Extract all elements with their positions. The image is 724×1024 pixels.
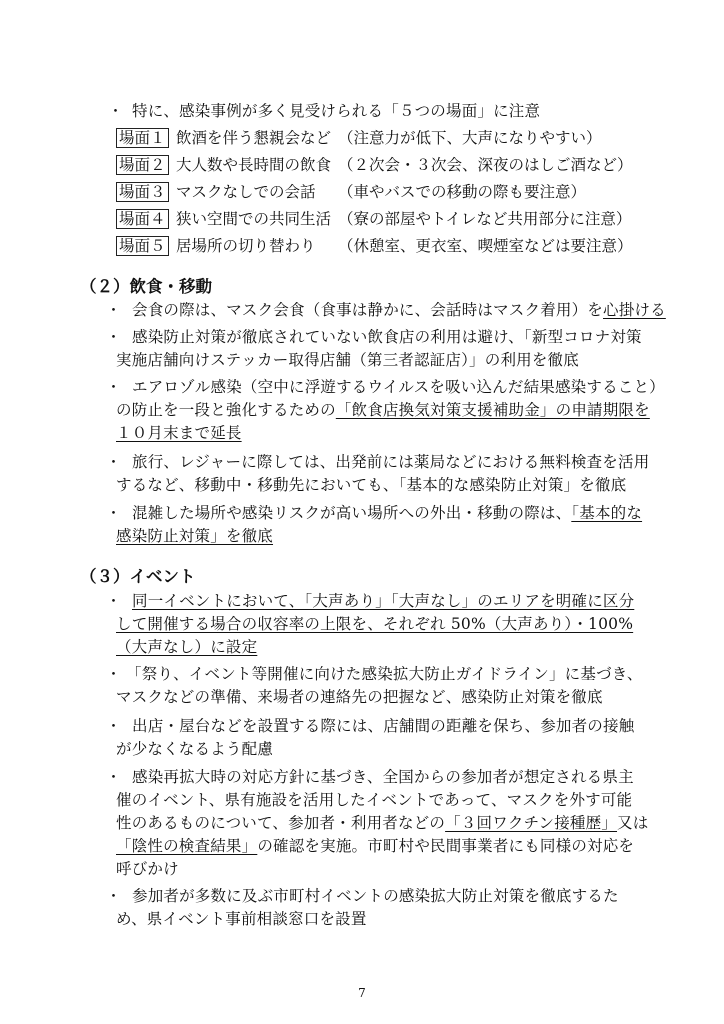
scene-note-5: （休憩室、更衣室、喫煙室などは要注意） [338, 237, 633, 255]
scene-note-2: （２次会・３次会、深夜のはしご酒など） [338, 156, 633, 174]
scene-label-3: 場面３ [116, 182, 169, 202]
scene-label-1: 場面１ [116, 128, 169, 148]
bullet-marker: ・ [106, 453, 122, 471]
intro-text: 特に、感染事例が多く見受けられる「５つの場面」に注意 [132, 102, 541, 120]
dining-bullet-3-line-2: の防止を一段と強化するための「飲食店換気対策支援補助金」の申請期限を [116, 401, 650, 419]
event-bullet-4-line-2: 催のイベント、県有施設を活用したイベントであって、マスクを外す可能 [116, 791, 633, 809]
dining-bullet-2-line-2: 実施店舗向けステッカー取得店舗（第三者認証店）」の利用を徹底 [116, 351, 579, 369]
scene-label-4: 場面４ [116, 209, 169, 229]
dining-bullet-4-line-2: するなど、移動中・移動先においても、「基本的な感染防止対策」を徹底 [116, 476, 627, 494]
dining-bullet-1: 会食の際は、マスク会食（食事は静かに、会話時はマスク着用）を心掛ける [132, 301, 666, 319]
bullet-marker: ・ [106, 717, 122, 735]
event-bullet-5-line-2: め、県イベント事前相談窓口を設置 [116, 910, 367, 928]
event-bullet-2-line-1: 「祭り、イベント等開催に向けた感染拡大防止ガイドライン」に基づき、 [126, 665, 643, 683]
dining-bullet-2-line-1: 感染防止対策が徹底されていない飲食店の利用は避け、「新型コロナ対策 [132, 328, 642, 346]
scene-place-1: 飲酒を伴う懇親会など [176, 129, 332, 147]
scene-label-5: 場面５ [116, 236, 169, 256]
event-bullet-4-line-1: 感染再拡大時の対応方針に基づき、全国からの参加者が想定される県主 [132, 768, 634, 786]
bullet-marker: ・ [106, 665, 122, 683]
event-bullet-2-line-2: マスクなどの準備、来場者の連絡先の把握など、感染防止対策を徹底 [116, 688, 603, 706]
bullet-marker: ・ [106, 378, 122, 396]
event-bullet-3-line-1: 出店・屋台などを設置する際には、店舗間の距離を保ち、参加者の接触 [132, 717, 635, 735]
scene-note-4: （寮の部屋やトイレなど共用部分に注意） [338, 210, 632, 228]
bullet-marker: ・ [106, 887, 122, 905]
scene-place-4: 狭い空間での共同生活 [176, 210, 332, 228]
scene-place-5: 居場所の切り替わり [176, 237, 316, 255]
scene-place-3: マスクなしでの会話 [176, 183, 316, 201]
scene-note-3: （車やバスでの移動の際も要注意） [338, 183, 587, 201]
scene-label-2: 場面２ [116, 155, 169, 175]
event-bullet-4-line-4: 「陰性の検査結果」の確認を実施。市町村や民間事業者にも同様の対応を [116, 837, 635, 855]
event-bullet-4-line-5: 呼びかけ [116, 860, 179, 878]
section-heading-dining-travel: （２）飲食・移動 [80, 277, 212, 296]
bullet-marker: ・ [106, 768, 122, 786]
scene-place-2: 大人数や長時間の飲食 [176, 156, 332, 174]
event-bullet-1-line-1: 同一イベントにおいて、「大声あり」「大声なし」のエリアを明確に区分 [132, 592, 635, 610]
event-bullet-1-line-2: して開催する場合の収容率の上限を、それぞれ 50%（大声あり）・100% [116, 615, 634, 633]
bullet-marker: ・ [106, 592, 122, 610]
event-bullet-4-line-3: 性のあるものについて、参加者・利用者などの「３回ワクチン接種歴」又は [116, 814, 649, 832]
scene-note-1: （注意力が低下、大声になりやすい） [338, 129, 602, 147]
event-bullet-5-line-1: 参加者が多数に及ぶ市町村イベントの感染拡大防止対策を徹底するた [132, 887, 619, 905]
page-number: 7 [358, 986, 366, 1000]
section-heading-events: （３）イベント [80, 567, 196, 586]
event-bullet-1-line-3: （大声なし）に設定 [116, 638, 258, 656]
bullet-marker: ・ [108, 102, 124, 120]
dining-bullet-3-line-3: １０月末まで延長 [116, 424, 242, 442]
event-bullet-3-line-2: が少なくなるよう配慮 [116, 740, 274, 758]
bullet-marker: ・ [106, 504, 122, 522]
dining-bullet-3-line-1: エアロゾル感染（空中に浮遊するウイルスを吸い込んだ結果感染すること） [132, 378, 665, 396]
dining-bullet-4-line-1: 旅行、レジャーに際しては、出発前には薬局などにおける無料検査を活用 [132, 453, 650, 471]
bullet-marker: ・ [106, 328, 122, 346]
bullet-marker: ・ [106, 301, 122, 319]
dining-bullet-5-line-2: 感染防止対策」を徹底 [116, 527, 274, 545]
dining-bullet-5-line-1: 混雑した場所や感染リスクが高い場所への外出・移動の際は、「基本的な [132, 504, 643, 522]
